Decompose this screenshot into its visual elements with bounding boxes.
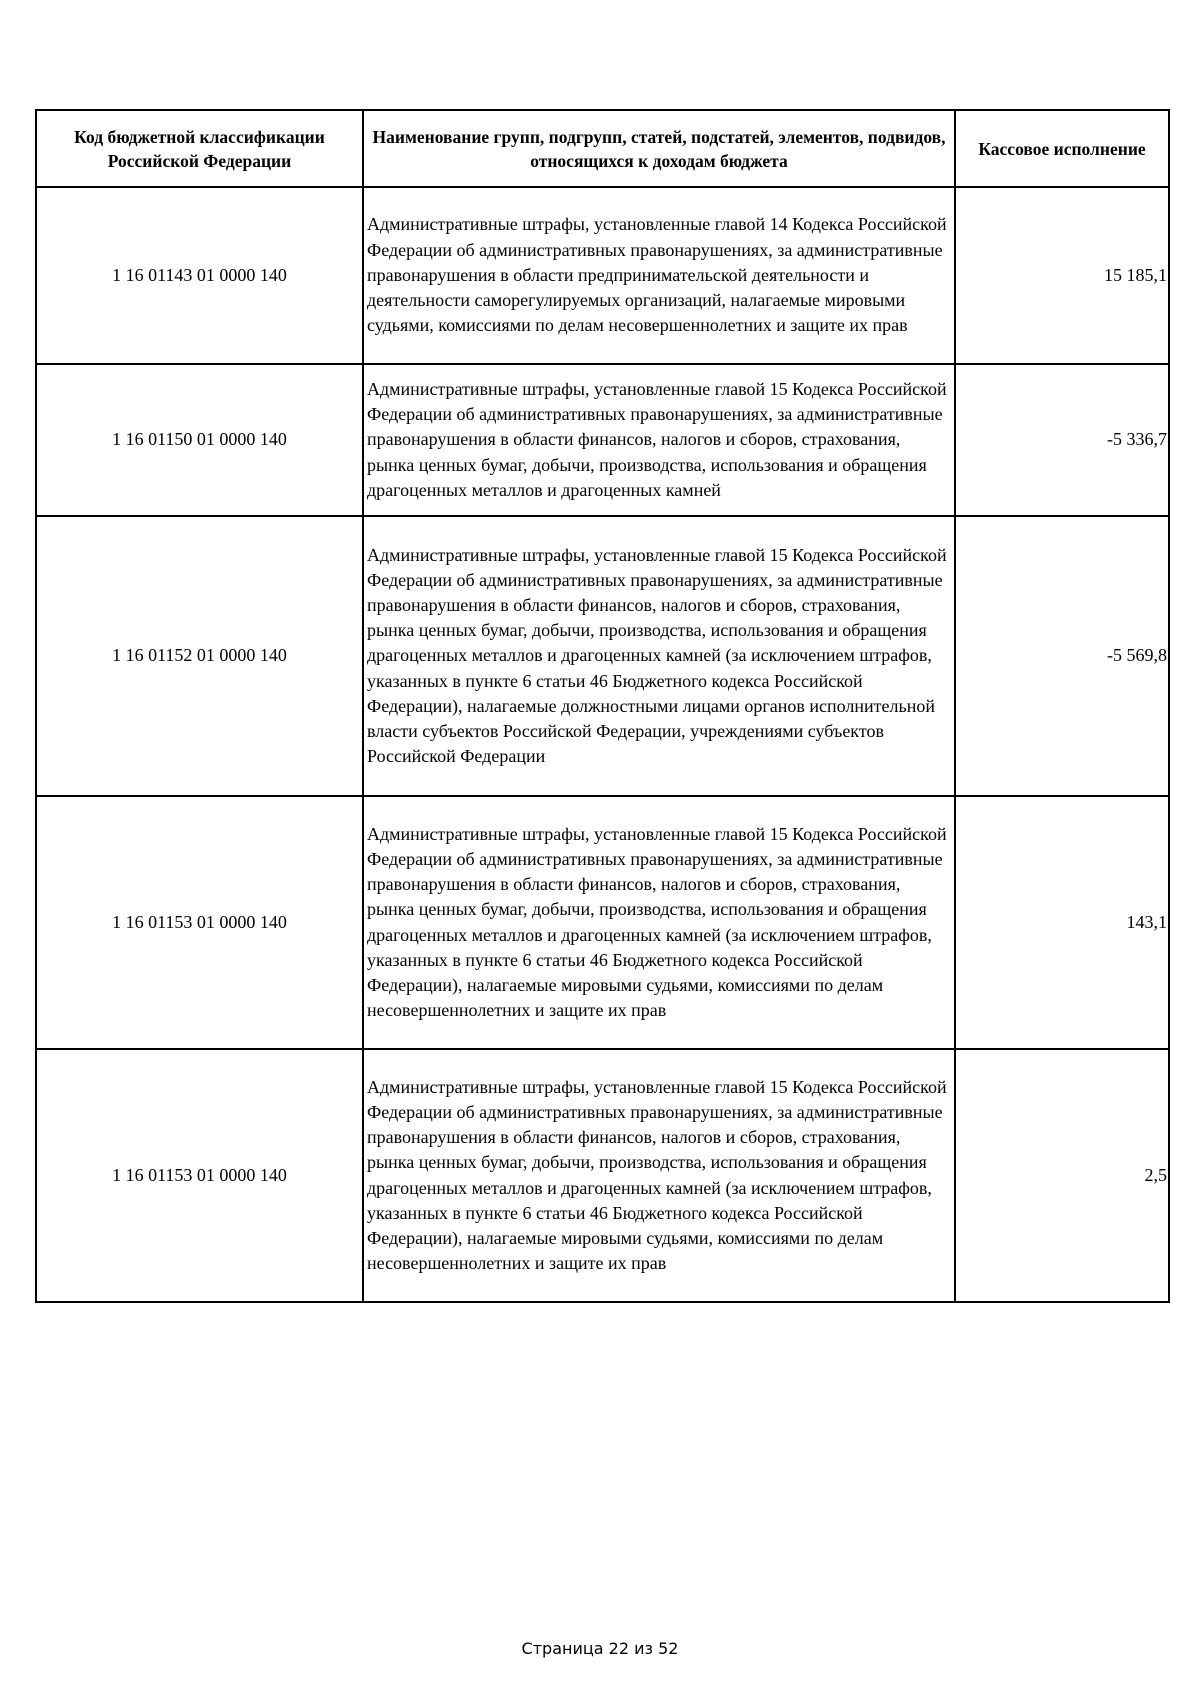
table-row xyxy=(36,187,1169,364)
row-amount: 143,1 xyxy=(955,796,1169,1049)
row-amount: 2,5 xyxy=(955,1049,1169,1302)
table-row xyxy=(36,364,1169,516)
row-name: Административные штрафы, установленные главой 15 Кодекса Российской Федерации об административных правонарушениях, за административные правонарушения в области финансов, налогов и сборов, страхования, рынка ценных бумаг, добычи, производства, использования и обращения драгоценных металлов и драгоценных камней (за исключением штрафов, указанных в пункте 6 статьи 46 Бюджетного кодекса Российской Федерации), налагаемые должностными лицами органов исполнительной власти субъектов Российской Федерации, учреждениями субъектов Российской Федерации xyxy=(363,516,955,796)
header-name: Наименование групп, подгрупп, статей, подстатей, элементов, подвидов, относящихся к доходам бюджета xyxy=(363,110,955,187)
table-row xyxy=(36,516,1169,796)
header-amount: Кассовое исполнение xyxy=(955,110,1169,187)
row-amount: -5 569,8 xyxy=(955,516,1169,796)
page-number: Страница 22 из 52 xyxy=(521,1639,679,1658)
row-code: 1 16 01143 01 0000 140 xyxy=(36,187,363,364)
header-code: Код бюджетной классификации Российской Федерации xyxy=(36,110,363,187)
table-row xyxy=(36,796,1169,1049)
row-name: Административные штрафы, установленные главой 15 Кодекса Российской Федерации об административных правонарушениях, за административные правонарушения в области финансов, налогов и сборов, страхования, рынка ценных бумаг, добычи, производства, использования и обращения драгоценных металлов и драгоценных камней (за исключением штрафов, указанных в пункте 6 статьи 46 Бюджетного кодекса Российской Федерации), налагаемые мировыми судьями, комиссиями по делам несовершеннолетних и защите их прав xyxy=(363,1049,955,1302)
table-row xyxy=(36,1049,1169,1302)
row-amount: 15 185,1 xyxy=(955,187,1169,364)
row-name: Административные штрафы, установленные главой 14 Кодекса Российской Федерации об административных правонарушениях, за административные правонарушения в области предпринимательской деятельности и деятельности саморегулируемых организаций, налагаемые мировыми судьями, комиссиями по делам несовершеннолетних и защите их прав xyxy=(363,187,955,364)
row-name: Административные штрафы, установленные главой 15 Кодекса Российской Федерации об административных правонарушениях, за административные правонарушения в области финансов, налогов и сборов, страхования, рынка ценных бумаг, добычи, производства, использования и обращения драгоценных металлов и драгоценных камней (за исключением штрафов, указанных в пункте 6 статьи 46 Бюджетного кодекса Российской Федерации), налагаемые мировыми судьями, комиссиями по делам несовершеннолетних и защите их прав xyxy=(363,796,955,1049)
row-code: 1 16 01152 01 0000 140 xyxy=(36,516,363,796)
row-name: Административные штрафы, установленные главой 15 Кодекса Российской Федерации об административных правонарушениях, за административные правонарушения в области финансов, налогов и сборов, страхования, рынка ценных бумаг, добычи, производства, использования и обращения драгоценных металлов и драгоценных камней xyxy=(363,364,955,516)
row-code: 1 16 01150 01 0000 140 xyxy=(36,364,363,516)
budget-revenue-table xyxy=(35,109,1170,1303)
row-code: 1 16 01153 01 0000 140 xyxy=(36,1049,363,1302)
row-amount: -5 336,7 xyxy=(955,364,1169,516)
row-code: 1 16 01153 01 0000 140 xyxy=(36,796,363,1049)
table-header-row xyxy=(36,110,1169,187)
